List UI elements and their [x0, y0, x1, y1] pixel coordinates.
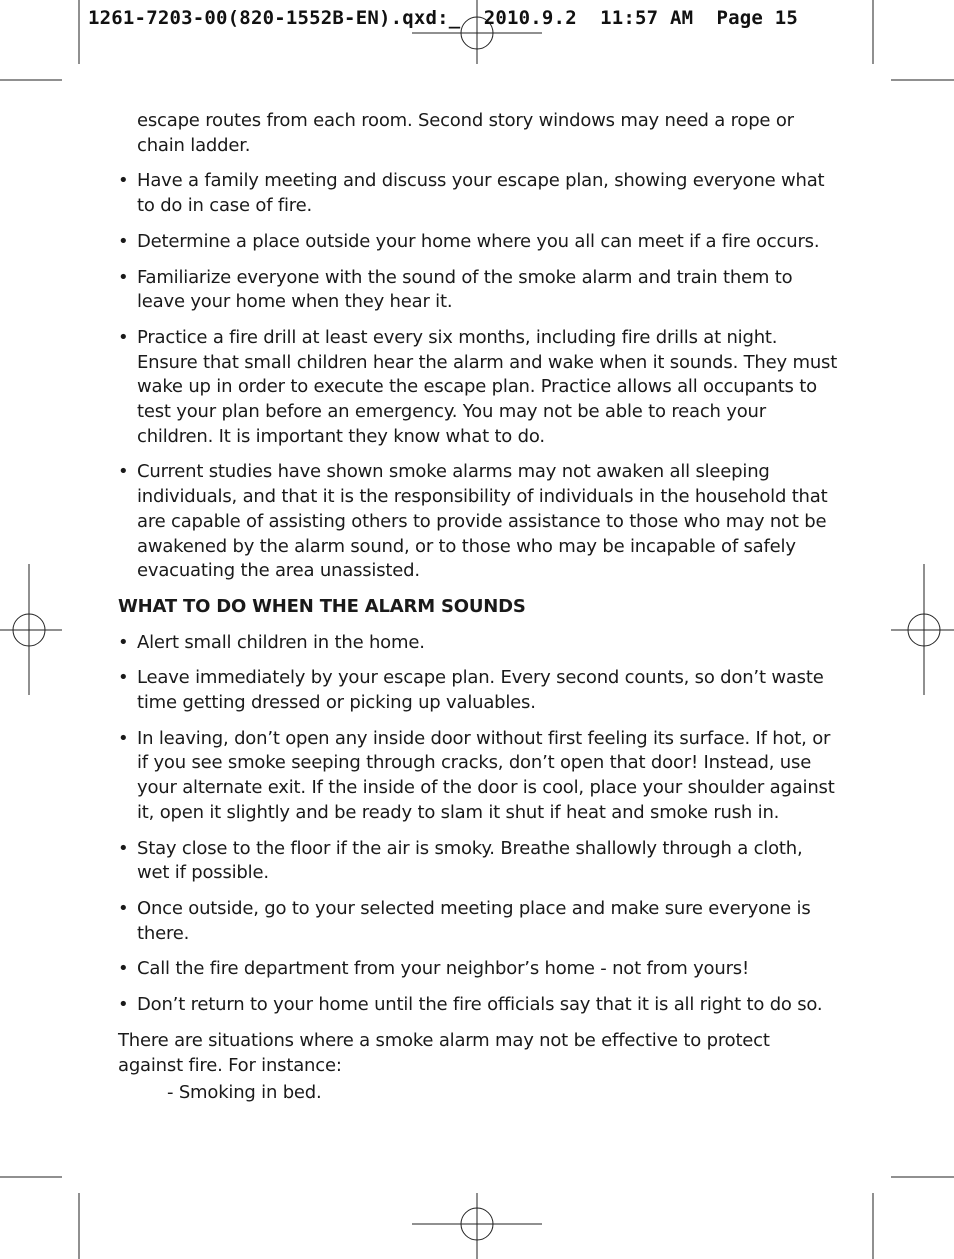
escape-plan-list: [118, 169, 840, 584]
bullet-marker: •: [118, 266, 129, 288]
bullet-marker: •: [118, 897, 129, 919]
list-item: [118, 727, 840, 826]
list-item: [118, 460, 840, 584]
list-item: [118, 666, 840, 715]
bullet-marker: •: [118, 667, 129, 689]
list-item-text: Call the fire department from your neighbor’s home - not from yours!: [137, 958, 749, 980]
list-item-text: In leaving, don’t open any inside door without first feeling its surface. If hot, or if you see smoke seeping through cracks, don’t open that door! Instead, use your alternate exit. If the inside of the door is cool, place your shoulder against it, open it slightly and be ready to slam it shut if heat and smoke rush in.: [137, 727, 835, 823]
intro-continuation: escape routes from each room. Second story windows may need a rope or chain ladder.: [137, 110, 794, 156]
list-item: [118, 957, 840, 982]
bullet-marker: •: [118, 994, 129, 1016]
list-item-text: Leave immediately by your escape plan. Every second counts, so don’t waste time getting dressed or picking up valuables.: [137, 667, 824, 714]
list-item: [118, 837, 840, 886]
bullet-marker: •: [118, 837, 129, 859]
bullet-marker: •: [118, 170, 129, 192]
bullet-marker: •: [118, 326, 129, 348]
registration-mark-right: [891, 564, 954, 695]
list-item: [118, 169, 840, 218]
list-item: [118, 631, 840, 656]
instance-item: - Smoking in bed.: [167, 1082, 322, 1104]
list-item: [118, 897, 840, 946]
registration-mark-left: [0, 564, 62, 695]
alarm-actions-list: [118, 631, 840, 1018]
list-item-text: Determine a place outside your home where you all can meet if a fire occurs.: [137, 230, 820, 252]
bullet-marker: •: [118, 958, 129, 980]
list-item: [118, 266, 840, 315]
list-item: [118, 230, 840, 255]
page-body: [118, 109, 840, 1106]
list-item: [118, 326, 840, 450]
list-item-text: Don’t return to your home until the fire officials say that it is all right to do so.: [137, 994, 823, 1016]
bullet-marker: •: [118, 230, 129, 252]
list-item-text: Familiarize everyone with the sound of the smoke alarm and train them to leave your home when they hear it.: [137, 266, 793, 313]
list-item-text: Have a family meeting and discuss your escape plan, showing everyone what to do in case of fire.: [137, 170, 825, 217]
list-item-text: Stay close to the floor if the air is smoky. Breathe shallowly through a cloth, wet if possible.: [137, 837, 803, 884]
list-item-text: Alert small children in the home.: [137, 631, 425, 653]
bullet-marker: •: [118, 727, 129, 749]
situations-paragraph: There are situations where a smoke alarm may not be effective to protect against fire. For instance:: [118, 1029, 770, 1076]
list-item: [118, 993, 840, 1018]
list-item-text: Current studies have shown smoke alarms may not awaken all sleeping individuals, and that it is the responsibility of individuals in the household that are capable of assisting others to provide assistance to those who may not be awakened by the alarm sound, or to those who may be incapable of safely evacuating the area unassisted.: [137, 461, 828, 582]
bullet-marker: •: [118, 461, 129, 483]
file-slug-line: 1261-7203-00(820-1552B-EN).qxd:_ 2010.9.2 11:57 AM Page 15: [88, 7, 798, 29]
registration-mark-bottom: [412, 1193, 542, 1259]
bullet-marker: •: [118, 631, 129, 653]
list-item-text: Once outside, go to your selected meeting place and make sure everyone is there.: [137, 897, 811, 944]
section-heading: WHAT TO DO WHEN THE ALARM SOUNDS: [118, 595, 526, 617]
list-item-text: Practice a fire drill at least every six months, including fire drills at night. Ensure that small children hear the alarm and wake when it sounds. They must wake up in order to execute the escape plan. Practice allows all occupants to test your plan before an emergency. You may not be able to reach your children. It is important they know what to do.: [137, 326, 838, 447]
